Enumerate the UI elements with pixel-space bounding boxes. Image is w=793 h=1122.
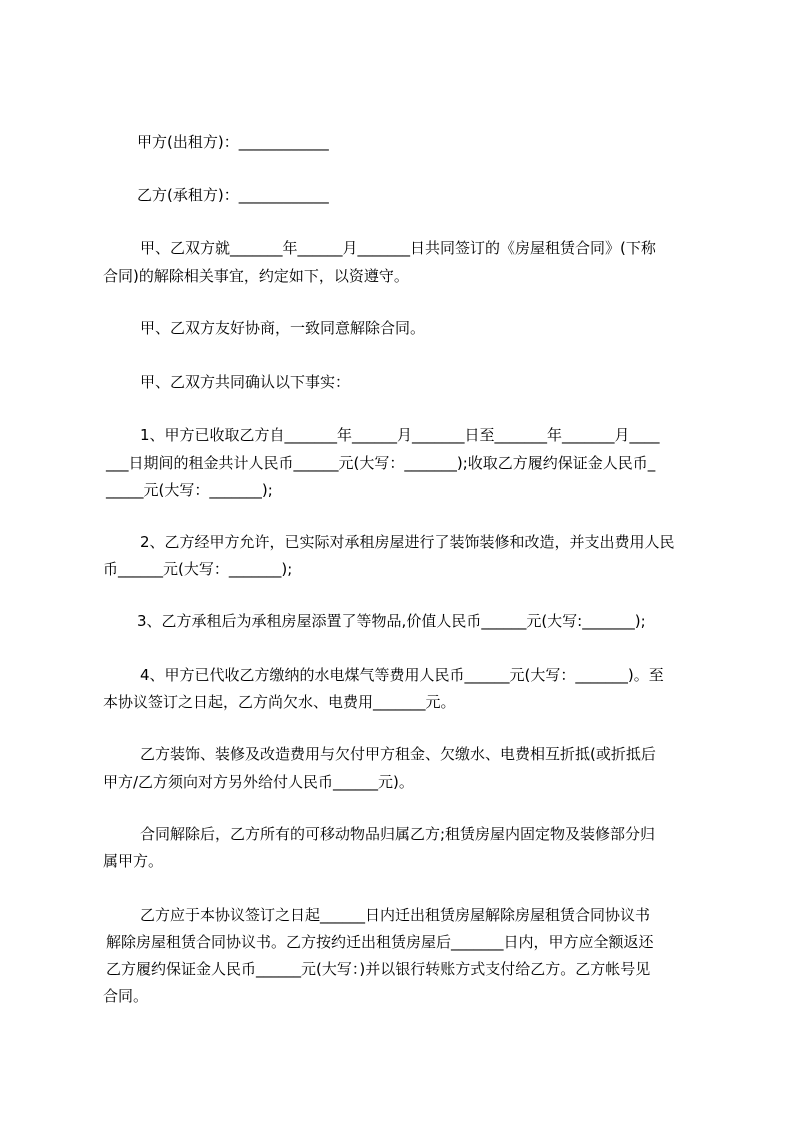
paragraph-1-line-1: 甲、乙双方就_______年______月_______日共同签订的《房屋租赁合同》(下称 bbox=[140, 239, 656, 257]
paragraph-4-line-2: ___日期间的租金共计人民币______元(大写：_______);收取乙方履约保证金人民币_ bbox=[106, 454, 656, 472]
paragraph-9-line-1: 合同解除后，乙方所有的可移动物品归属乙方;租赁房屋内固定物及装修部分归 bbox=[140, 825, 656, 843]
paragraph-2-line-1: 甲、乙双方友好协商，一致同意解除合同。 bbox=[140, 319, 426, 337]
paragraph-4-line-3: _____元(大写：_______); bbox=[106, 481, 273, 499]
paragraph-10-line-2: 解除房屋租赁合同协议书。乙方按约迁出租赁房屋后_______日内，甲方应全额返还 bbox=[106, 933, 654, 951]
paragraph-5-line-2: 币______元(大写：_______); bbox=[103, 560, 293, 578]
paragraph-7-line-1: 4、甲方已代收乙方缴纳的水电煤气等费用人民币______元(大写：_______)。至 bbox=[140, 666, 664, 684]
paragraph-8-line-1: 乙方装饰、装修及改造费用与欠付甲方租金、欠缴水、电费相互折抵(或折抵后 bbox=[140, 745, 656, 763]
party-a-line: 甲方(出租方)：____________ bbox=[137, 133, 329, 151]
paragraph-3-line-1: 甲、乙双方共同确认以下事实： bbox=[140, 373, 351, 391]
paragraph-1-line-2: 合同)的解除相关事宜，约定如下，以资遵守。 bbox=[103, 267, 409, 285]
paragraph-9-line-2: 属甲方。 bbox=[103, 852, 164, 870]
paragraph-10-line-3: 乙方履约保证金人民币______元(大写：)并以银行转账方式支付给乙方。乙方帐号见 bbox=[106, 960, 651, 978]
party-b-line: 乙方(承租方)：____________ bbox=[137, 186, 329, 204]
paragraph-10-line-4: 合同。 bbox=[103, 987, 149, 1005]
paragraph-7-line-2: 本协议签订之日起，乙方尚欠水、电费用_______元。 bbox=[103, 693, 456, 711]
paragraph-10-line-1: 乙方应于本协议签订之日起______日内迁出租赁房屋解除房屋租赁合同协议书 bbox=[140, 906, 651, 924]
paragraph-6-line-1: 3、乙方承租后为承租房屋添置了等物品,价值人民币______元(大写:_______); bbox=[137, 612, 646, 630]
paragraph-4-line-1: 1、甲方已收取乙方自_______年______月_______日至_______年_______月____ bbox=[140, 426, 660, 444]
paragraph-8-line-2: 甲方/乙方须向对方另外给付人民币______元)。 bbox=[103, 773, 414, 791]
paragraph-5-line-1: 2、乙方经甲方允许，已实际对承租房屋进行了装饰装修和改造，并支出费用人民 bbox=[140, 533, 675, 551]
